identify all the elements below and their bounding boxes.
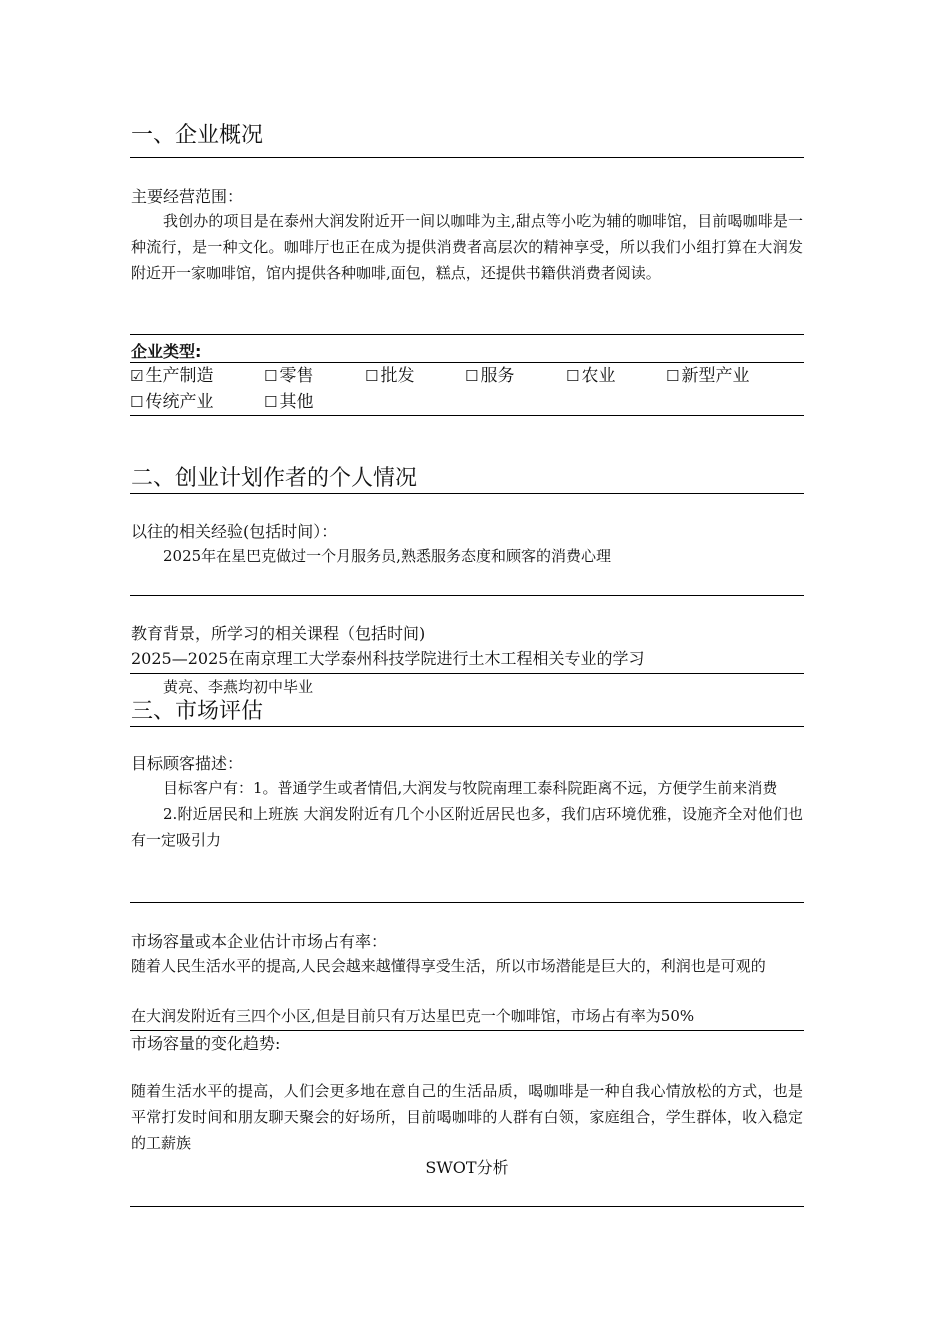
type-option-retail[interactable] bbox=[264, 364, 313, 388]
divider bbox=[130, 362, 804, 363]
market-trend-paragraph bbox=[131, 1078, 803, 1156]
divider bbox=[130, 415, 804, 416]
trend-text: 随着生活水平的提高，人们会更多地在意自己的生活品质，喝咖啡是一种自我心情放松的方式，也是平常打发时间和朋友聊天聚会的好场所，目前喝咖啡的人群有白领，家庭组合，学生群体，收入稳定的工薪族 bbox=[131, 1082, 803, 1152]
type-option-label: 农业 bbox=[581, 366, 616, 386]
type-option-label: 新型产业 bbox=[681, 366, 750, 386]
type-option-traditional[interactable] bbox=[130, 390, 213, 414]
target-customer-label: 目标顾客描述： bbox=[131, 754, 244, 773]
divider bbox=[130, 1206, 804, 1207]
type-option-label: 零售 bbox=[279, 366, 314, 386]
type-option-label: 服务 bbox=[480, 366, 515, 386]
type-option-label: 其他 bbox=[279, 392, 314, 412]
divider bbox=[130, 673, 804, 674]
unchecked-box-icon: ☐ bbox=[365, 367, 379, 385]
section1-title: 一、企业概况 bbox=[131, 123, 264, 148]
divider bbox=[130, 1030, 804, 1031]
divider bbox=[130, 334, 804, 335]
capacity-text-2: 在大润发附近有三四个小区,但是目前只有万达星巴克一个咖啡馆，市场占有率为50% bbox=[131, 1007, 695, 1025]
market-trend-label: 市场容量的变化趋势: bbox=[131, 1034, 281, 1053]
type-option-wholesale[interactable] bbox=[365, 364, 414, 388]
type-option-label: 生产制造 bbox=[145, 366, 214, 386]
scope-label: 主要经营范围： bbox=[131, 187, 244, 206]
section2-title: 二、创业计划作者的个人情况 bbox=[131, 466, 418, 491]
type-option-new-industry[interactable] bbox=[666, 364, 749, 388]
divider bbox=[130, 726, 804, 727]
divider bbox=[130, 493, 804, 494]
scope-text: 我创办的项目是在泰州大润发附近开一间以咖啡为主,甜点等小吃为辅的咖啡馆，目前喝咖啡是一种流行，是一种文化。咖啡厅也正在成为提供消费者高层次的精神享受，所以我们小组打算在大润发附近开一家咖啡馆，馆内提供各种咖啡,面包，糕点，还提供书籍供消费者阅读。 bbox=[131, 212, 803, 282]
education-line-2: 黄亮、李燕均初中毕业 bbox=[163, 678, 314, 696]
target-customer-paragraph bbox=[131, 775, 803, 853]
type-option-label: 批发 bbox=[380, 366, 415, 386]
type-option-other[interactable] bbox=[264, 390, 313, 414]
education-label: 教育背景，所学习的相关课程（包括时间) bbox=[131, 624, 426, 643]
type-option-label: 传统产业 bbox=[145, 392, 214, 412]
unchecked-box-icon: ☐ bbox=[566, 367, 580, 385]
type-option-manufacturing[interactable] bbox=[130, 364, 213, 388]
section3-title: 三、市场评估 bbox=[131, 699, 264, 724]
checked-box-icon: ☑ bbox=[130, 367, 144, 385]
education-line-1: 2025—2025在南京理工大学泰州科技学院进行土木工程相关专业的学习 bbox=[131, 649, 645, 668]
target-text-2: 2.附近居民和上班族 大润发附近有几个小区附近居民也多，我们店环境优雅，设施齐全对他们也有一定吸引力 bbox=[131, 805, 803, 849]
unchecked-box-icon: ☐ bbox=[465, 367, 479, 385]
divider bbox=[130, 157, 804, 158]
experience-label: 以往的相关经验(包括时间）： bbox=[131, 522, 338, 541]
type-option-agriculture[interactable] bbox=[566, 364, 615, 388]
divider bbox=[130, 595, 804, 596]
experience-text: 2025年在星巴克做过一个月服务员,熟悉服务态度和顾客的消费心理 bbox=[163, 547, 611, 565]
capacity-text-1: 随着人民生活水平的提高,人民会越来越懂得享受生活，所以市场潜能是巨大的，利润也是可观的 bbox=[131, 957, 766, 975]
unchecked-box-icon: ☐ bbox=[264, 367, 278, 385]
scope-paragraph bbox=[131, 208, 803, 286]
unchecked-box-icon: ☐ bbox=[264, 393, 278, 411]
enterprise-type-label: 企业类型: bbox=[131, 342, 202, 361]
swot-heading: SWOT分析 bbox=[425, 1158, 509, 1177]
type-option-service[interactable] bbox=[465, 364, 514, 388]
unchecked-box-icon: ☐ bbox=[130, 393, 144, 411]
market-capacity-paragraph bbox=[131, 953, 803, 979]
unchecked-box-icon: ☐ bbox=[666, 367, 680, 385]
market-capacity-label: 市场容量或本企业估计市场占有率： bbox=[131, 932, 388, 951]
target-text-1: 目标客户有：1。普通学生或者情侣,大润发与牧院南理工泰科院距离不远，方便学生前来消费 bbox=[163, 779, 778, 797]
divider bbox=[130, 902, 804, 903]
